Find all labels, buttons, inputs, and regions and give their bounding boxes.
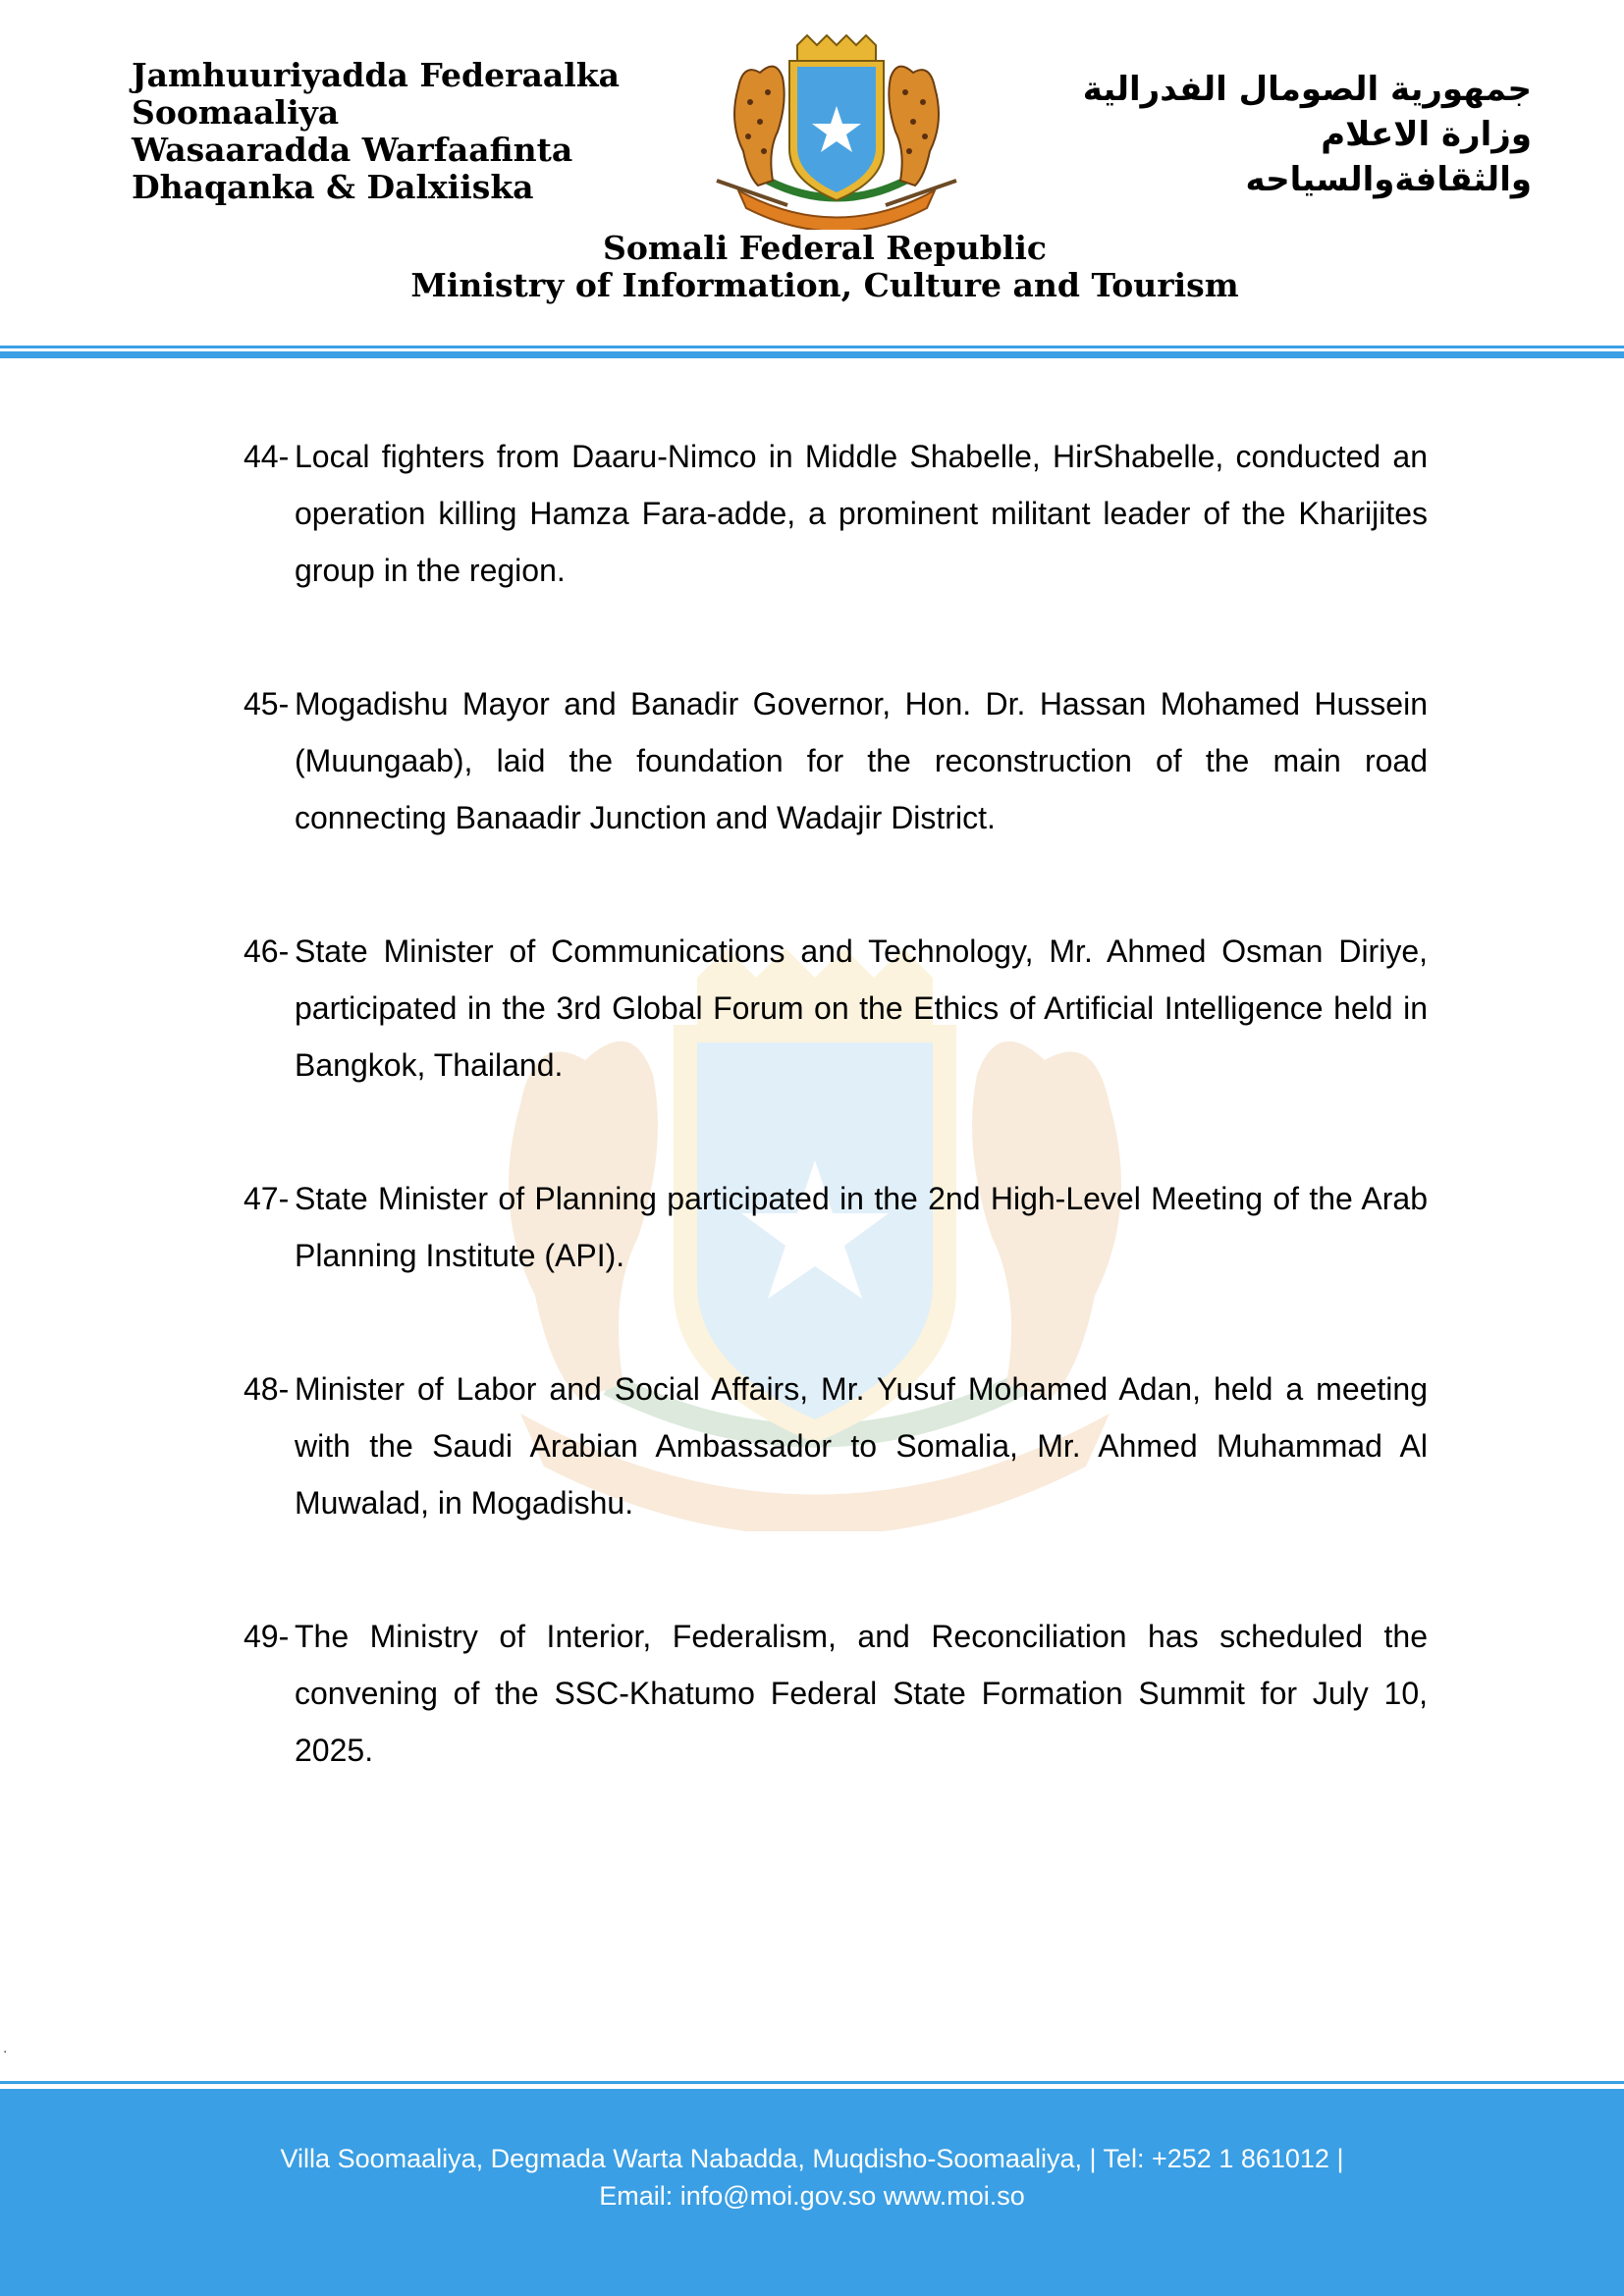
header-divider-thin: [0, 346, 1624, 348]
footer: [0, 2089, 1624, 2296]
somali-coat-of-arms-icon: [699, 33, 974, 230]
footer-address-line: Villa Soomaaliya, Degmada Warta Nabadda, Muqdisho-Soomaaliya, | Tel: +252 1 861012 |: [280, 2144, 1344, 2173]
item-text: State Minister of Planning participated in the 2nd High-Level Meeting of the Arab Planning Institute (API).: [295, 1181, 1428, 1273]
item-text: State Minister of Communications and Technology, Mr. Ahmed Osman Diriye, participated in the 3rd Global Forum on the Ethics of Artificial Intelligence held in Bangkok, Thailand.: [295, 934, 1428, 1083]
footer-email-line: Email: info@moi.gov.so www.moi.so: [599, 2181, 1025, 2211]
list-item: [244, 428, 1428, 599]
item-number: 45-: [244, 686, 290, 721]
item-number: 46-: [244, 934, 290, 969]
item-text: Local fighters from Daaru-Nimco in Middle Shabelle, HirShabelle, conducted an operation killing Hamza Fara-adde, a prominent militant leader of the Kharijites group in the region.: [295, 439, 1428, 588]
item-text: Mogadishu Mayor and Banadir Governor, Hon. Dr. Hassan Mohamed Hussein (Muungaab), laid the foundation for the reconstruction of the main road connecting Banaadir Junction and Wadajir District.: [295, 686, 1428, 835]
header-english-block: [0, 230, 1624, 304]
footer-contact: [0, 2140, 1624, 2215]
header-somali-line: Jamhuuriyadda Federaalka: [132, 56, 621, 94]
header-arabic-line: والثقافةوالسياحه: [1245, 160, 1532, 199]
stray-mark: .: [3, 2040, 8, 2056]
header-arabic-line: جمهورية الصومال الفدرالية: [1082, 70, 1532, 109]
list-item: [244, 1361, 1428, 1531]
header-arabic-block: [1021, 67, 1532, 202]
header-english-line: Ministry of Information, Culture and Tourism: [410, 266, 1239, 304]
list-item: [244, 1608, 1428, 1779]
item-text: The Ministry of Interior, Federalism, and Reconciliation has scheduled the convening of the SSC-Khatumo Federal State Formation Summit for July 10, 2025.: [295, 1619, 1428, 1768]
item-number: 48-: [244, 1371, 290, 1407]
header-somali-block: [132, 57, 620, 206]
item-number: 49-: [244, 1619, 290, 1654]
header-somali-line: Wasaaradda Warfaafinta: [132, 131, 573, 169]
news-list: [244, 428, 1428, 1855]
header-english-line: Somali Federal Republic: [603, 229, 1047, 267]
header-divider-thick: [0, 351, 1624, 358]
header-arabic-line: وزارة الاعلام: [1321, 115, 1532, 154]
list-item: [244, 923, 1428, 1094]
list-item: [244, 1170, 1428, 1284]
footer-divider: [0, 2081, 1624, 2084]
header-somali-line: Dhaqanka & Dalxiiska: [132, 168, 534, 206]
item-text: Minister of Labor and Social Affairs, Mr. Yusuf Mohamed Adan, held a meeting with the Saudi Arabian Ambassador to Somalia, Mr. Ahmed Muhammad Al Muwalad, in Mogadishu.: [295, 1371, 1428, 1521]
list-item: [244, 675, 1428, 846]
item-number: 47-: [244, 1181, 290, 1216]
item-number: 44-: [244, 439, 290, 474]
header-somali-line: Soomaaliya: [132, 93, 340, 132]
